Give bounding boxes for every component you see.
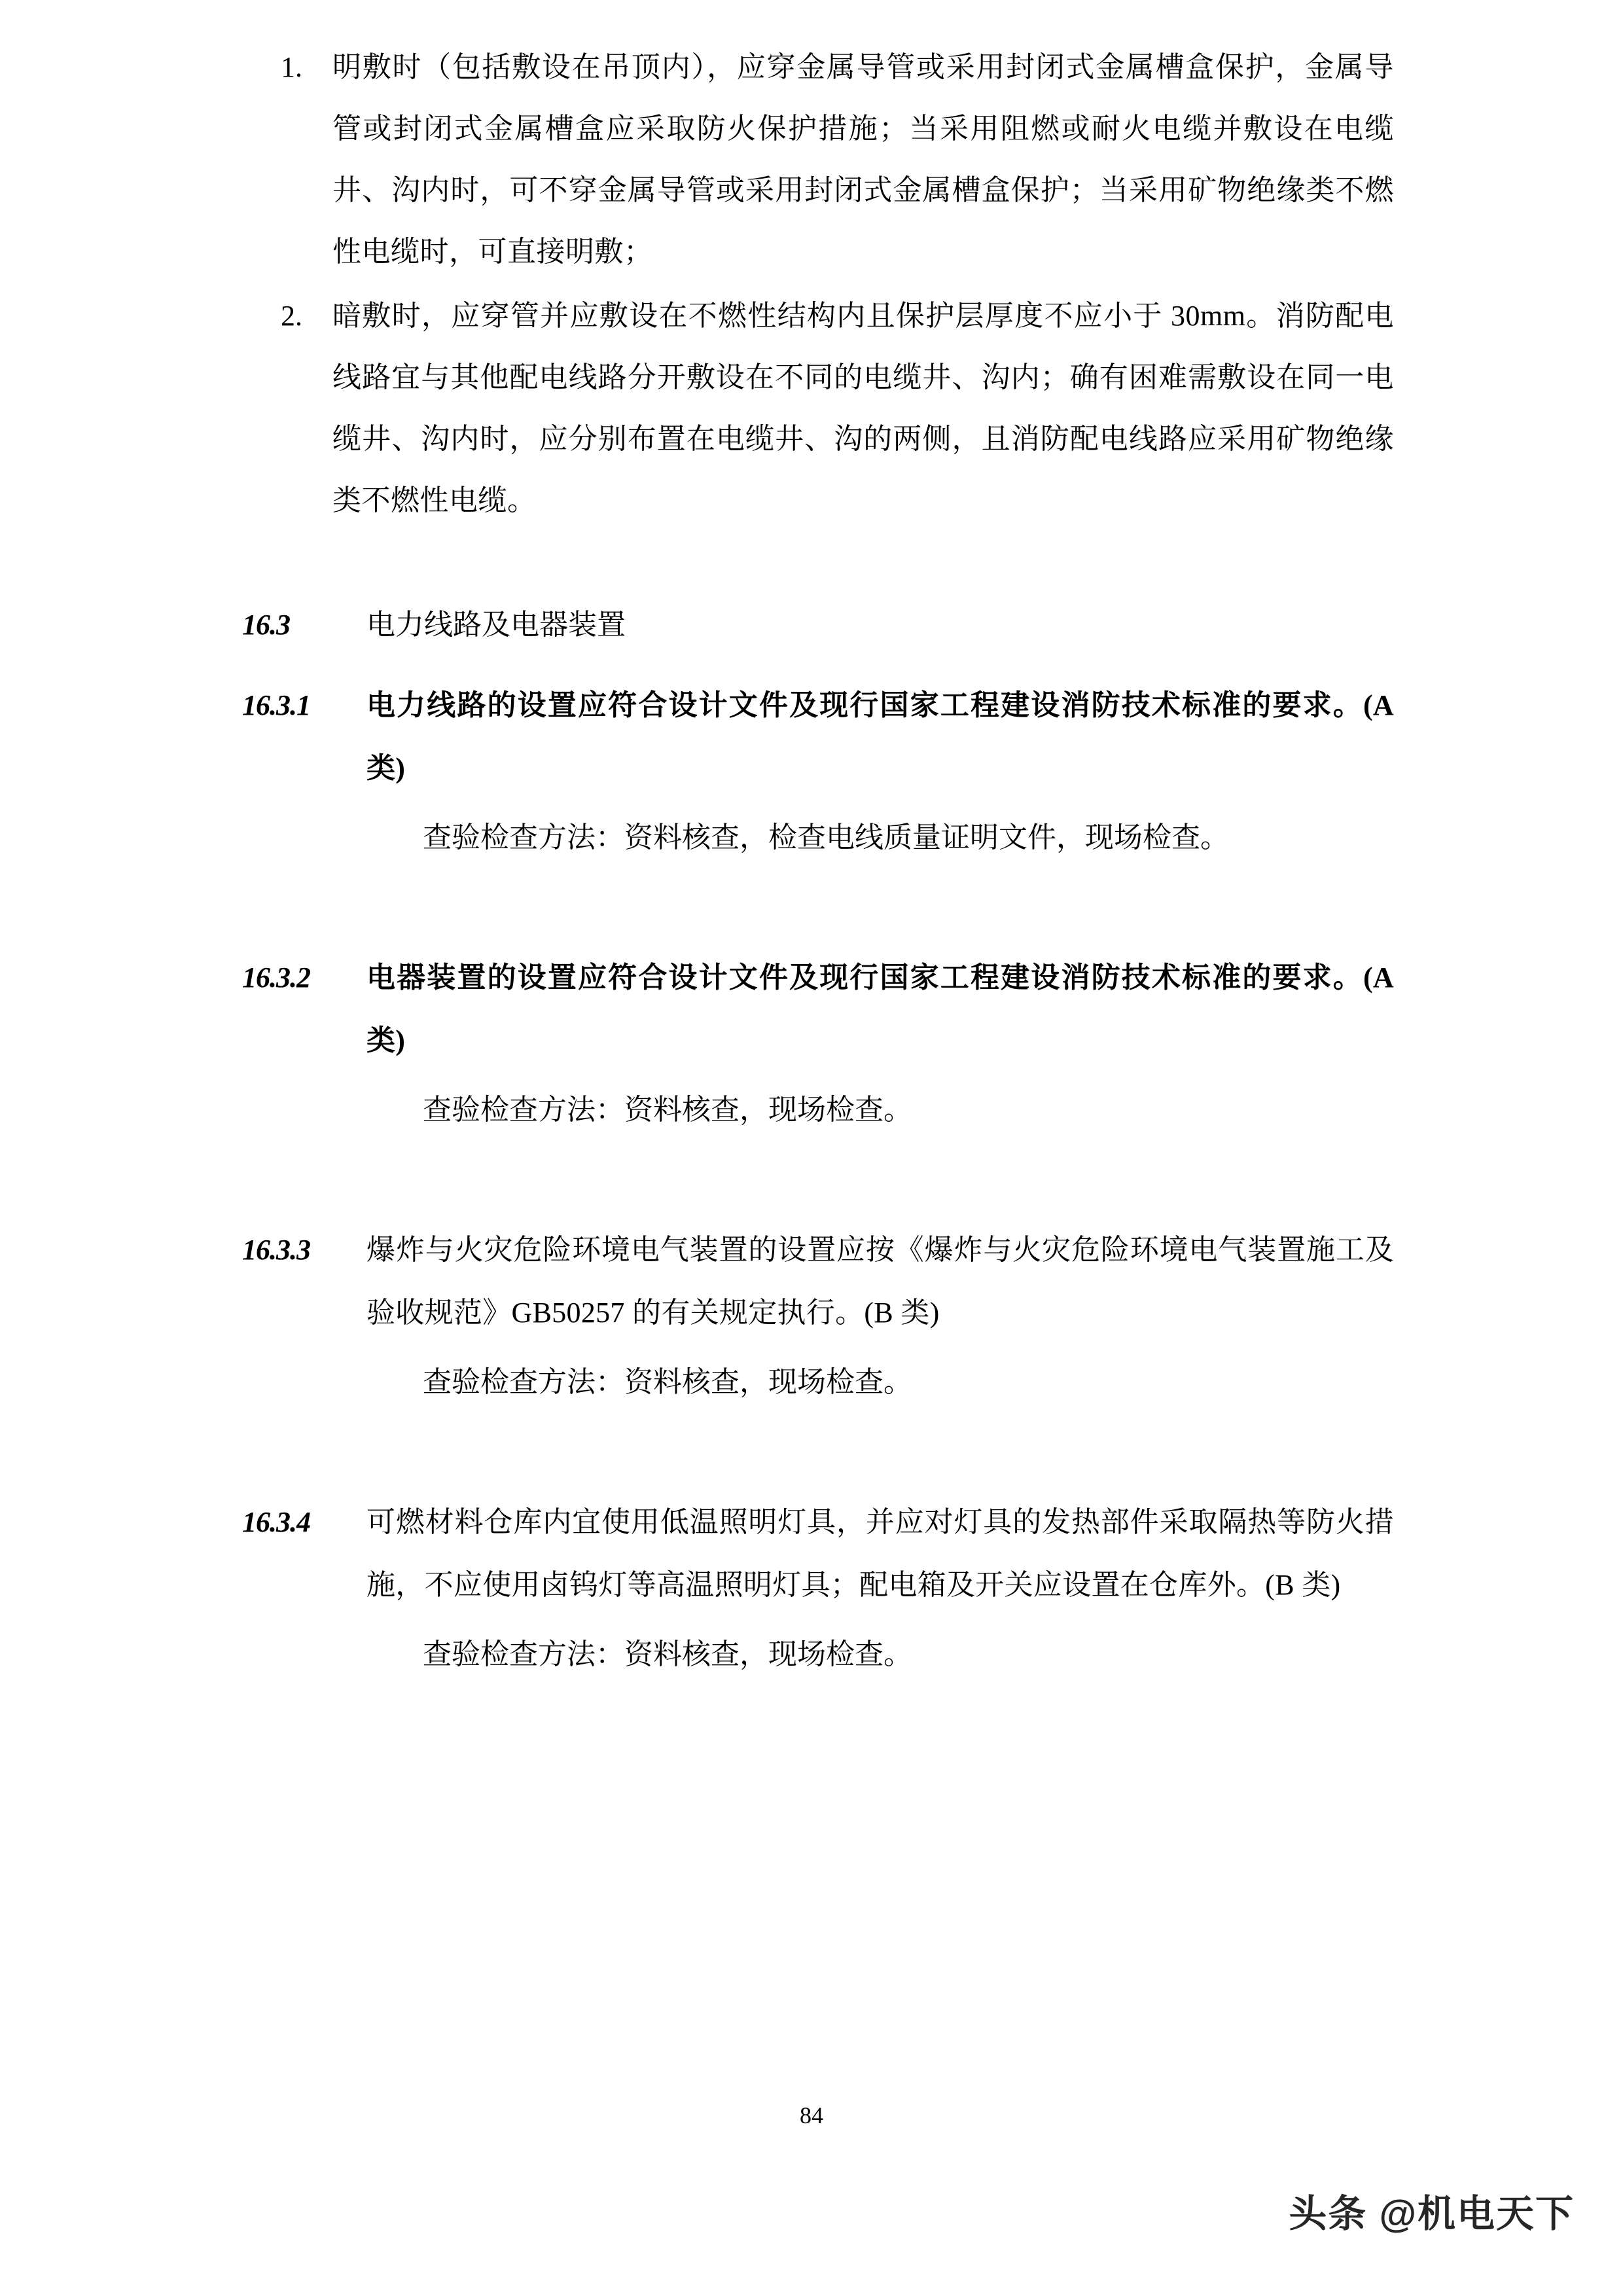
section-title: 电力线路及电器装置 [366, 609, 626, 641]
clause-16-3-2-method: 查验检查方法：资料核查，现场检查。 [423, 1094, 912, 1126]
list-item-marker: 2. [281, 300, 302, 332]
clause-16-3-1-method: 查验检查方法：资料核查，检查电线质量证明文件，现场检查。 [423, 821, 1229, 853]
clause-16-3-1 [242, 674, 1394, 800]
top-spacer [242, 0, 1394, 37]
clause-text: 电力线路的设置应符合设计文件及现行国家工程建设消防技术标准的要求。(A 类) [366, 689, 1394, 784]
page-number: 84 [800, 2102, 823, 2128]
clause-number: 16.3.3 [242, 1234, 310, 1266]
clause-spacer [242, 1141, 1394, 1164]
section-heading [242, 594, 1394, 656]
list-item-text: 明敷时（包括敷设在吊顶内），应穿金属导管或采用封闭式金属槽盒保护，金属导管或封闭式金属槽盒应采取防火保护措施；当采用阻燃或耐火电缆并敷设在电缆井、沟内时，可不穿金属导管或采用封闭式金属槽盒保护；当采用矿物绝缘类不燃性电缆时，可直接明敷； [332, 51, 1394, 268]
list-item-text: 暗敷时，应穿管并应敷设在不燃性结构内且保护层厚度不应小于 30mm。消防配电线路宜与其他配电线路分开敷设在不同的电缆井、沟内；确有困难需敷设在同一电缆井、沟内时，应分别布置在电缆井、沟的两侧，且消防配电线路应采用矿物绝缘类不燃性电缆。 [332, 300, 1394, 516]
clause-16-3-4-method: 查验检查方法：资料核查，现场检查。 [423, 1638, 912, 1670]
clause-text: 电器装置的设置应符合设计文件及现行国家工程建设消防技术标准的要求。(A 类) [366, 961, 1394, 1056]
list-item [242, 37, 1394, 283]
clause-16-3-4 [242, 1491, 1394, 1617]
section-number: 16.3 [242, 609, 290, 641]
watermark: 头条 @机电天下 [1289, 2193, 1575, 2235]
clause-number: 16.3.4 [242, 1506, 310, 1538]
clause-text: 可燃材料仓库内宜使用低温照明灯具，并应对灯具的发热部件采取隔热等防火措施，不应使用卤钨灯等高温照明灯具；配电箱及开关应设置在仓库外。(B 类) [366, 1506, 1394, 1601]
numbered-list [242, 37, 1394, 531]
clause-16-3-3 [242, 1219, 1394, 1344]
clause-spacer [242, 1414, 1394, 1436]
list-item-marker: 1. [281, 51, 302, 83]
page-content [242, 0, 1394, 1686]
list-item [242, 285, 1394, 531]
clause-number: 16.3.1 [242, 689, 310, 721]
clause-16-3-3-method: 查验检查方法：资料核查，现场检查。 [423, 1366, 912, 1398]
clause-number: 16.3.2 [242, 961, 310, 994]
clause-16-3-2 [242, 946, 1394, 1072]
clause-text: 爆炸与火灾危险环境电气装置的设置应按《爆炸与火灾危险环境电气装置施工及验收规范》GB50257 的有关规定执行。(B 类) [366, 1234, 1394, 1329]
clause-spacer [242, 869, 1394, 891]
